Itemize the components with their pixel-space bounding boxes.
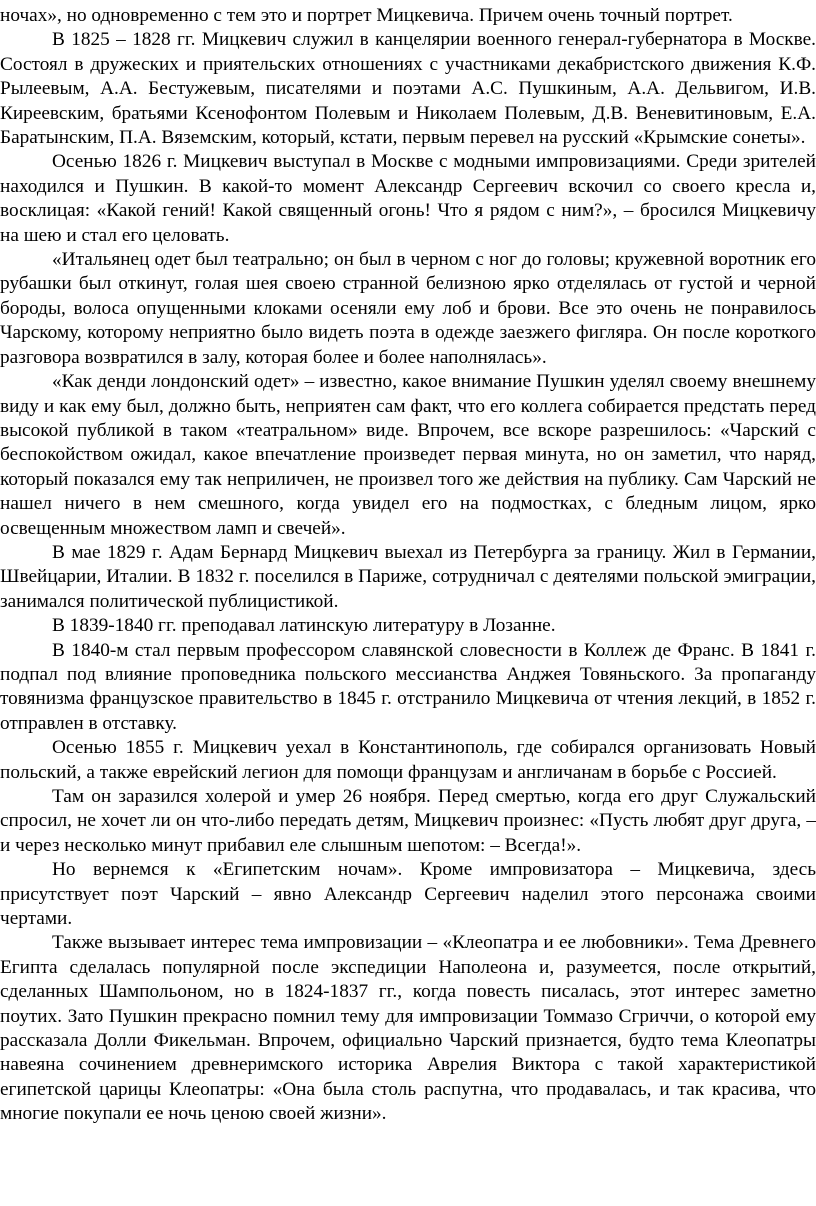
paragraph: В 1840-м стал первым профессором славянской словесности в Коллеж де Франс. В 1841 г. подпал под влияние проповедника польского мессианства Анджея Товяньского. За пропаганду товянизма французское правительство в 1845 г. отстранило Мицкевича от чтения лекций, в 1852 г. отправлен в отставку.: [0, 639, 816, 734]
paragraph: «Итальянец одет был театрально; он был в черном с ног до головы; кружевной воротник его рубашки был откинут, голая шея своею странной белизною ярко отделялась от густой и черной бороды, волоса опущенными клоками осеняли ему лоб и брови. Все это очень не понравилось Чарскому, которому неприятно было видеть поэта в одежде заезжего фигляра. Он после короткого разговора возвратился в залу, которая более и более наполнялась».: [0, 249, 816, 368]
paragraph-continued: ночах», но одновременно с тем это и портрет Мицкевича. Причем очень точный портрет.: [0, 5, 733, 26]
paragraph: В 1839-1840 гг. преподавал латинскую литературу в Лозанне.: [52, 615, 556, 637]
paragraph: «Как денди лондонский одет» – известно, какое внимание Пушкин уделял своему внешнему виду и как ему был, должно быть, неприятен сам факт, что его коллега собирается предстать перед высокой публикой в таком «театральном» виде. Впрочем, все вскоре разрешилось: «Чарский с беспокойством ожидал, какое впечатление произведет первая минута, но он заметил, что наряд, который показался ему так неприличен, не произвел того же действия на публику. Сам Чарский не нашел ничего в нем смешного, когда увидел его на подмостках, с бледным лицом, ярко освещенным множеством ламп и свечей».: [0, 371, 816, 539]
paragraph: Там он заразился холерой и умер 26 ноября. Перед смертью, когда его друг Служальский спросил, не хочет ли он что-либо передать детям, Мицкевич произнес: «Пусть любят друг друга, – и через несколько минут прибавил еле слышным шепотом: – Всегда!».: [0, 786, 816, 856]
paragraph: Также вызывает интерес тема импровизации – «Клеопатра и ее любовники». Тема Древнего Египта сделалась популярной после экспедиции Наполеона и, разумеется, после открытий, сделанных Шампольоном, но в 1824-1837 гг., когда повесть писалась, этот интерес заметно поутих. Зато Пушкин прекрасно помнил тему для импровизации Томмазо Сгриччи, о которой ему рассказала Долли Фикельман. Впрочем, официально Чарский признается, будто тема Клеопатры навеяна сочинением древнеримского историка Аврелия Виктора с такой характеристикой египетской царицы Клеопатры: «Она была столь распутна, что продавалась, и так красива, что многие покупали ее ночь ценою своей жизни».: [0, 932, 816, 1125]
paragraph: Но вернемся к «Египетским ночам». Кроме импровизатора – Мицкевича, здесь присутствует поэт Чарский – явно Александр Сергеевич наделил этого персонажа своими чертами.: [0, 859, 816, 930]
paragraph: Осенью 1855 г. Мицкевич уехал в Константинополь, где собирался организовать Новый польский, а также еврейский легион для помощи французам и англичанам в борьбе с Россией.: [0, 737, 816, 783]
paragraph: В 1825 – 1828 гг. Мицкевич служил в канцелярии военного генерал-губернатора в Москве. Состоял в дружеских и приятельских отношениях с участниками декабристского движения К.Ф. Рылеевым, А.А. Бестужевым, писателями и поэтами А.С. Пушкиным, А.А. Дельвигом, И.В. Киреевским, братьями Ксенофонтом Полевым и Николаем Полевым, Д.В. Веневитиновым, Е.А. Баратынским, П.А. Вяземским, который, кстати, первым перевел на русский «Крымские сонеты».: [0, 29, 816, 149]
paragraph: Осенью 1826 г. Мицкевич выступал в Москве с модными импровизациями. Среди зрителей находился и Пушкин. В какой-то момент Александр Сергеевич вскочил со своего кресла и, восклицая: «Какой гений! Какой священный огонь! Что я рядом с ним?», – бросился Мицкевичу на шею и стал его целовать.: [0, 151, 816, 246]
paragraph: В мае 1829 г. Адам Бернард Мицкевич выехал из Петербурга за границу. Жил в Германии, Швейцарии, Италии. В 1832 г. поселился в Париже, сотрудничал с деятелями польской эмиграции, занимался политической публицистикой.: [0, 541, 816, 612]
